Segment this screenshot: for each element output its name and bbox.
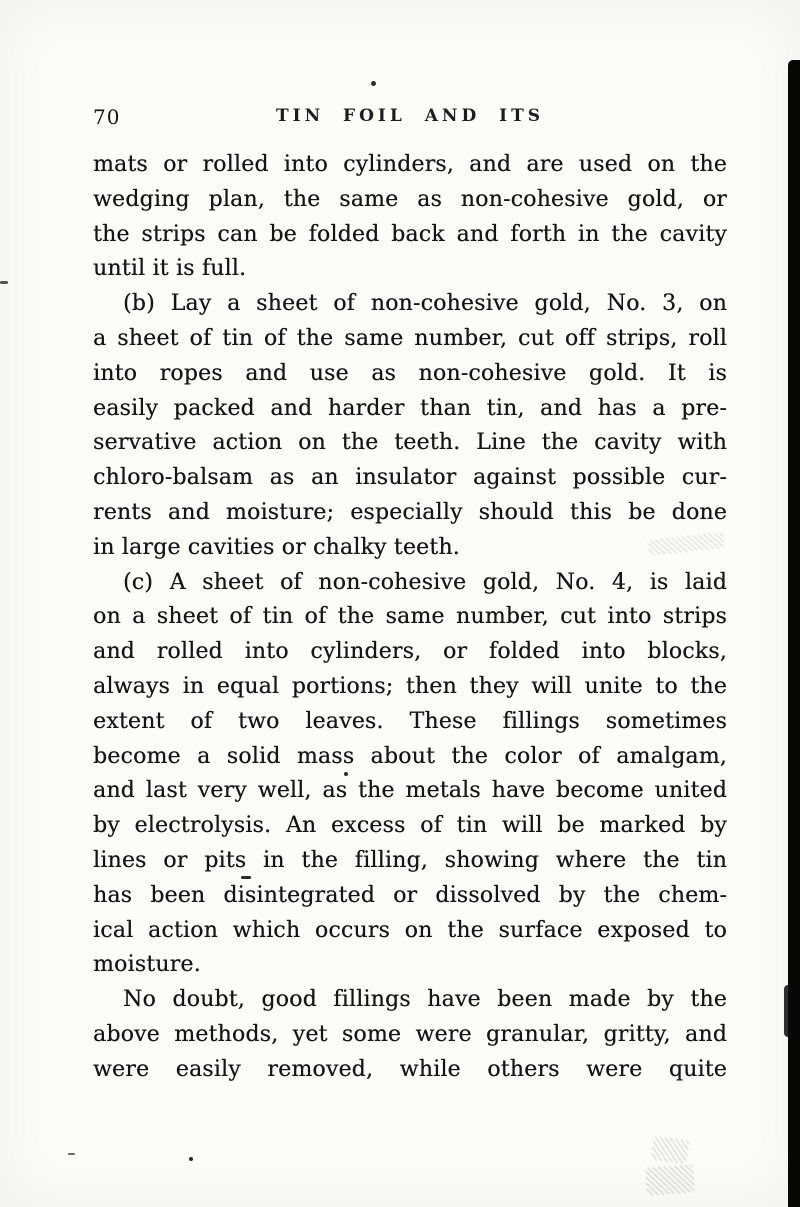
text-line: easily packed and harder than tin, and has a pre- <box>93 395 727 421</box>
ink-speck <box>241 876 251 879</box>
text-line: by electrolysis. An excess of tin will be marked by <box>93 813 727 839</box>
page-body <box>93 148 727 1088</box>
text-line: (b) Lay a sheet of non-cohesive gold, No. 3, on <box>123 291 727 317</box>
text-line: and rolled into cylinders, or folded into blocks, <box>93 639 727 665</box>
text-line: were easily removed, while others were quite <box>93 1056 727 1082</box>
ink-speck <box>371 81 376 86</box>
text-line: wedging plan, the same as non-cohesive gold, or <box>93 186 727 212</box>
edge-mark <box>68 1153 75 1155</box>
text-line: chloro-balsam as an insulator against possible cur- <box>93 465 727 491</box>
scan-edge-bar-bump <box>784 985 789 1037</box>
text-line: a sheet of tin of the same number, cut off strips, roll <box>93 325 727 351</box>
edge-mark <box>0 281 8 284</box>
text-line: No doubt, good fillings have been made by the <box>123 987 727 1013</box>
text-line: into ropes and use as non-cohesive gold. It is <box>93 360 727 386</box>
text-line: rents and moisture; especially should this be done <box>93 499 727 525</box>
text-line: ical action which occurs on the surface exposed to <box>93 917 727 943</box>
page-number: 70 <box>93 105 121 129</box>
running-header: TIN FOIL AND ITS <box>275 106 545 126</box>
text-line: on a sheet of tin of the same number, cut into strips <box>93 604 727 630</box>
text-line: become a solid mass about the color of amalgam, <box>93 743 727 769</box>
text-line: above methods, yet some were granular, gritty, and <box>93 1021 727 1047</box>
ink-speck <box>189 1157 193 1161</box>
page-header <box>93 102 727 134</box>
text-line: and last very well, as the metals have become united <box>93 778 727 804</box>
scan-smudge <box>645 1164 695 1195</box>
ink-speck <box>344 772 348 776</box>
text-line: lines or pits in the filling, showing where the tin <box>93 847 727 873</box>
text-line: in large cavities or chalky teeth. <box>93 534 460 560</box>
text-line: mats or rolled into cylinders, and are used on the <box>93 152 727 177</box>
text-line: always in equal portions; then they will unite to the <box>93 673 727 699</box>
text-line: the strips can be folded back and forth in the cavity <box>93 221 727 247</box>
scan-smudge <box>651 1136 690 1165</box>
text-line: (c) A sheet of non-cohesive gold, No. 4, is laid <box>123 569 727 595</box>
scan-edge-bar <box>788 60 800 1207</box>
text-line: moisture. <box>93 952 201 978</box>
text-line: servative action on the teeth. Line the cavity with <box>93 430 727 456</box>
text-line: extent of two leaves. These fillings sometimes <box>93 708 727 734</box>
text-line: until it is full. <box>93 256 247 282</box>
text-line: has been disintegrated or dissolved by the chem- <box>93 882 727 908</box>
